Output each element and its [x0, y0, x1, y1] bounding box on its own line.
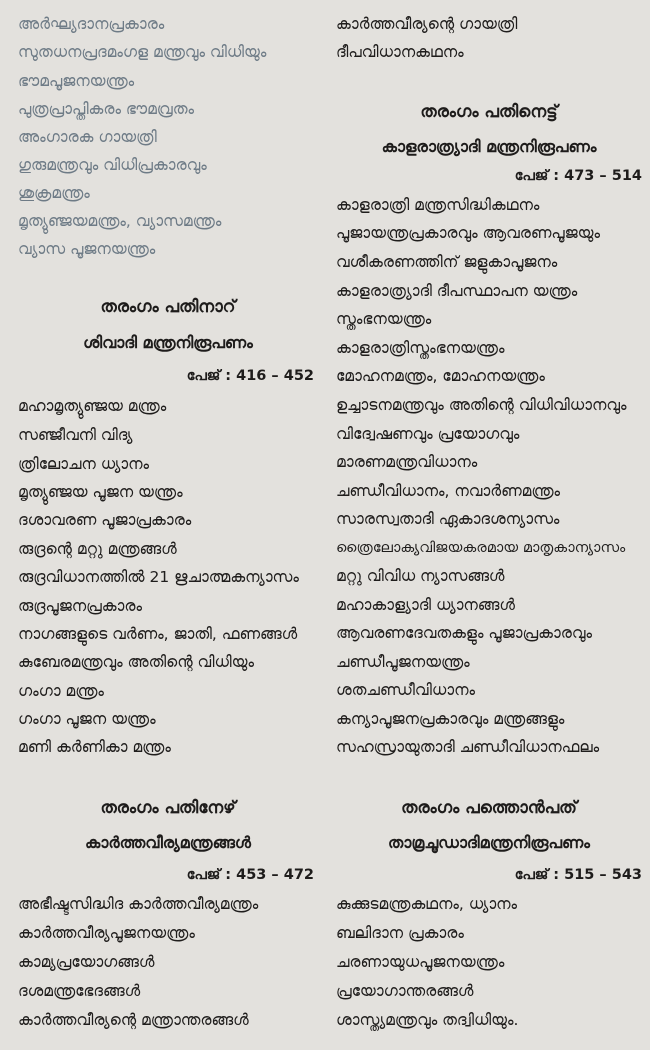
- list-item: ത്രിലോചന ധ്യാനം: [18, 455, 150, 473]
- list-item: മണി കർണികാ മന്ത്രം: [18, 738, 171, 756]
- list-item: നാഗങ്ങളുടെ വർണം, ജാതി, ഫണങ്ങൾ: [18, 625, 298, 643]
- section-title: തരംഗം പതിനേഴ്: [100, 798, 236, 818]
- list-item: കുക്കുടമന്ത്രകഥനം, ധ്യാനം: [336, 895, 518, 913]
- list-item: പൂജായന്ത്രപ്രകാരവും ആവരണപൂജയും: [336, 224, 601, 242]
- list-item: മൃത്യുഞ്ജയമന്ത്രം, വ്യാസമന്ത്രം: [18, 212, 222, 230]
- list-item: ആവരണദേവതകളും പൂജാപ്രകാരവും: [336, 624, 592, 642]
- list-item: വ്യാസ പൂജനയന്ത്രം: [18, 240, 156, 258]
- list-item: ഭൗമപൂജനയന്ത്രം: [18, 72, 135, 90]
- section-title: തരംഗം പതിനെട്ട്: [420, 102, 558, 122]
- list-item: ചണ്ഡീപൂജനയന്ത്രം: [336, 653, 470, 671]
- list-item: സാരസ്വതാദി ഏകാദശന്യാസം: [336, 510, 560, 528]
- list-item: സഞ്ജീവനി വിദ്യ: [18, 426, 133, 444]
- list-item: മാരണമന്ത്രവിധാനം: [336, 453, 478, 471]
- list-item: കാളരാത്ര്യാദി ദീപസ്ഥാപന യന്ത്രം: [336, 282, 578, 300]
- section-subtitle: കാർത്തവീര്യമന്ത്രങ്ങൾ: [85, 833, 251, 852]
- list-item: ദശമന്ത്രഭേദങ്ങൾ: [18, 982, 141, 1000]
- list-item: സ്തംഭനയന്ത്രം: [336, 310, 432, 328]
- list-item: ദശാവരണ പൂജാപ്രകാരം: [18, 511, 192, 529]
- list-item: ഗംഗാ പൂജന യന്ത്രം: [18, 710, 156, 728]
- list-item: കന്യാപൂജനപ്രകാരവും മന്ത്രങ്ങളും: [336, 710, 565, 728]
- page-range: പേജ് : 473 – 514: [514, 168, 642, 184]
- page-range: പേജ് : 416 – 452: [186, 368, 314, 384]
- list-item: ഗംഗാ മന്ത്രം: [18, 682, 104, 700]
- section-subtitle: ശിവാദി മന്ത്രനിരൂപണം: [83, 333, 253, 352]
- section-title: തരംഗം പത്തൊൻപത്: [401, 798, 577, 818]
- list-item: കുബേരമന്ത്രവും അതിന്റെ വിധിയും: [18, 653, 254, 671]
- list-item: പുത്രപ്രാപ്തികരം ഭൗമവ്രതം: [18, 100, 195, 118]
- list-item: മഹാകാള്യാദി ധ്യാനങ്ങൾ: [336, 596, 515, 614]
- list-item: ശാസ്ത്യമന്ത്രവും തദ്വിധിയും.: [336, 1011, 519, 1029]
- section-subtitle: കാളരാത്ര്യാദി മന്ത്രനിരൂപണം: [381, 137, 597, 156]
- list-item: സഹസ്രായുതാദി ചണ്ഡീവിധാനഫലം: [336, 738, 600, 756]
- section-subtitle: താമ്രചൂഡാദിമന്ത്രനിരൂപണം: [388, 833, 590, 852]
- list-item: അഭീഷ്ടസിദ്ധിദ കാർത്തവീര്യമന്ത്രം: [18, 895, 259, 913]
- list-item: മൃത്യുഞ്ജയ പൂജന യന്ത്രം: [18, 483, 183, 501]
- list-item: വിദ്വേഷണവും പ്രയോഗവും: [336, 425, 520, 443]
- list-item: പ്രയോഗാന്തരങ്ങൾ: [336, 982, 474, 1000]
- list-item: അംഗാരക ഗായത്രി: [18, 128, 157, 146]
- list-item: ചണ്ഡീവിധാനം, നവാർണമന്ത്രം: [336, 482, 561, 500]
- list-item: വശീകരണത്തിന് ജളുകാപൂജനം: [336, 253, 558, 271]
- list-item: മഹാമൃത്യുഞ്ജയ മന്ത്രം: [18, 397, 167, 415]
- list-item: ചരണായുധപൂജനയന്ത്രം: [336, 953, 505, 971]
- list-item: രുദ്രപൂജനപ്രകാരം: [18, 597, 142, 615]
- section-title: തരംഗം പതിനാറ്: [100, 297, 236, 317]
- list-item: രുദ്രന്റെ മറ്റു മന്ത്രങ്ങൾ: [18, 540, 177, 558]
- list-item: മറ്റു വിവിധ ന്യാസങ്ങൾ: [336, 567, 505, 585]
- list-item: രുദ്രവിധാനത്തിൽ 21 ഋചാത്മകന്യാസം: [18, 568, 299, 586]
- list-item: കാളരാത്രിസ്തംഭനയന്ത്രം: [336, 339, 505, 357]
- list-item: സുതധനപ്രദമംഗള മന്ത്രവും വിധിയും: [18, 43, 267, 61]
- list-item: ദീപവിധാനകഥനം: [336, 43, 464, 61]
- list-item: കാർത്തവീര്യപൂജനയന്ത്രം: [18, 924, 195, 942]
- page-range: പേജ് : 515 – 543: [514, 867, 642, 883]
- list-item: കാർത്തവീര്യന്റെ മന്ത്രാന്തരങ്ങൾ: [18, 1011, 249, 1029]
- list-item: കാളരാത്രി മന്ത്രസിദ്ധികഥനം: [336, 196, 540, 214]
- list-item: കാമ്യപ്രയോഗങ്ങൾ: [18, 953, 155, 971]
- page-range: പേജ് : 453 – 472: [186, 867, 314, 883]
- list-item: അർഘ്യദാനപ്രകാരം: [18, 15, 165, 33]
- list-item: ത്രൈലോക്യവിജയകരമായ മാതൃകാന്യാസം: [336, 539, 626, 556]
- list-item: കാർത്തവീര്യന്റെ ഗായത്രി: [336, 15, 518, 33]
- list-item: ഗുരുമന്ത്രവും വിധിപ്രകാരവും: [18, 156, 207, 174]
- list-item: ശുക്രമന്ത്രം: [18, 184, 90, 202]
- list-item: ബലിദാന പ്രകാരം: [336, 924, 464, 942]
- list-item: ഉച്ചാടനമന്ത്രവും അതിന്റെ വിധിവിധാനവും: [336, 396, 627, 414]
- list-item: ശതചണ്ഡീവിധാനം: [336, 681, 475, 699]
- list-item: മോഹനമന്ത്രം, മോഹനയന്ത്രം: [336, 367, 545, 385]
